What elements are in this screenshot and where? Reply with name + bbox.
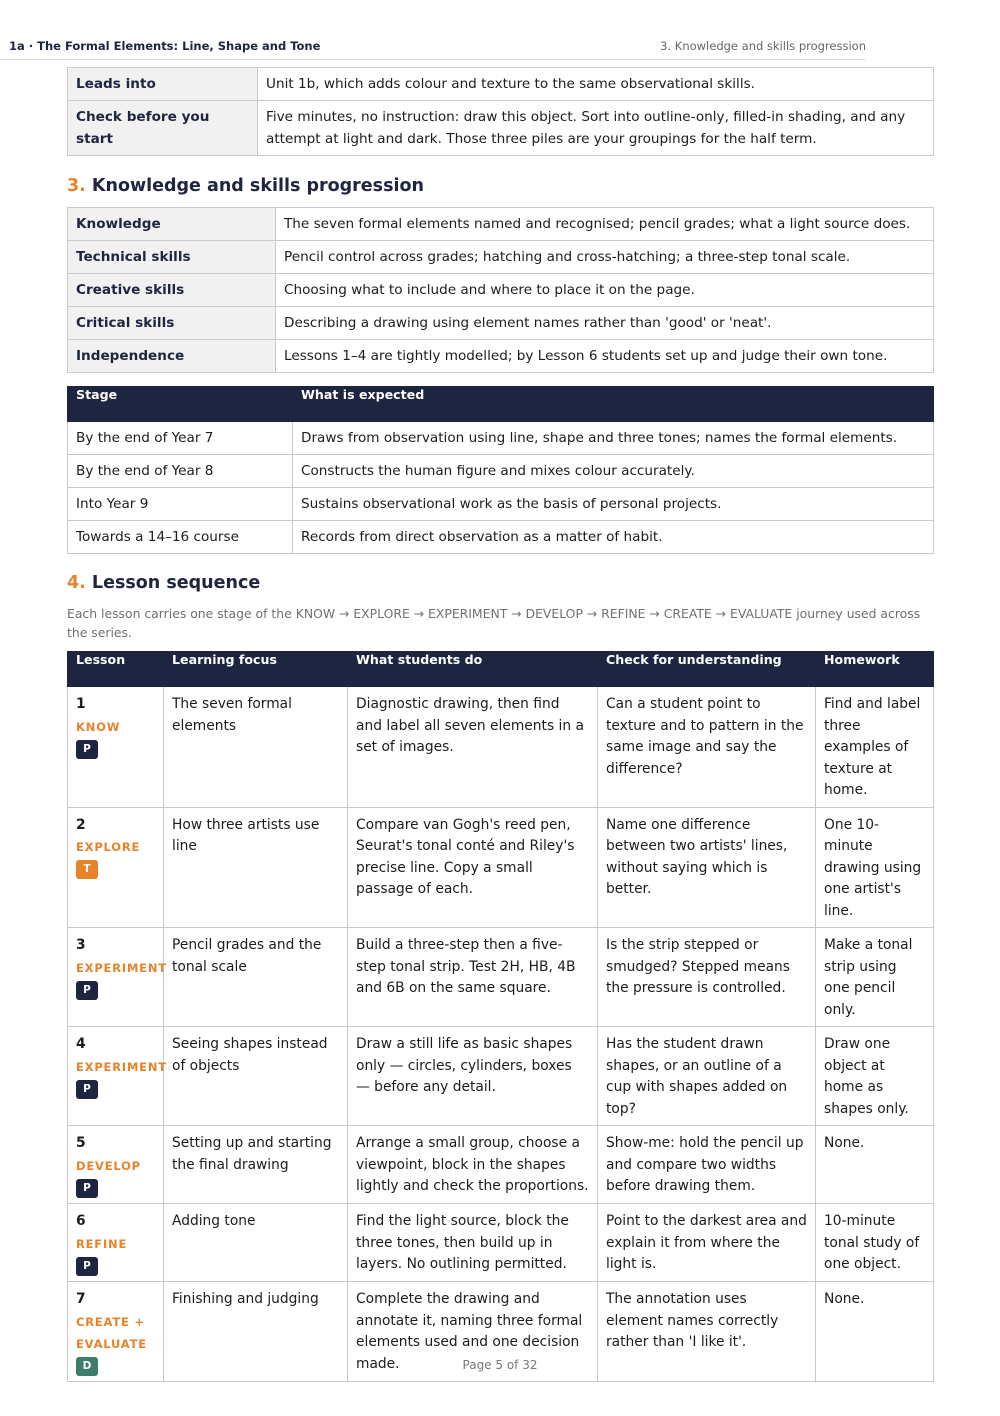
lesson-number: 5 xyxy=(76,1135,86,1151)
section-4-heading xyxy=(67,573,260,593)
lesson-homework: 10-minute tonal study of one object. xyxy=(816,1204,934,1282)
lesson-cell xyxy=(68,807,164,928)
lesson-cell xyxy=(68,1027,167,1126)
lesson-header-homework: Homework xyxy=(816,652,934,687)
lesson-activity: Complete the drawing and annotate it, naming three formal elements used and one decision made. xyxy=(348,1282,598,1382)
skill-value: Lessons 1–4 are tightly modelled; by Lesson 6 students set up and judge their own tone. xyxy=(276,340,934,373)
lesson-row xyxy=(68,687,934,808)
progression-expected: Records from direct observation as a matter of habit. xyxy=(293,521,934,554)
lesson-focus: Setting up and starting the final drawing xyxy=(164,1126,348,1204)
lesson-check: Is the strip stepped or smudged? Stepped means the pressure is controlled. xyxy=(598,928,816,1027)
lesson-homework: Draw one object at home as shapes only. xyxy=(816,1027,934,1126)
skill-row xyxy=(68,208,934,241)
lesson-number: 4 xyxy=(76,1036,86,1052)
lesson-table xyxy=(67,651,934,1382)
lesson-focus: The seven formal elements xyxy=(164,687,348,808)
progression-header-stage: Stage xyxy=(68,387,293,422)
lesson-activity: Diagnostic drawing, then find and label all seven elements in a set of images. xyxy=(348,687,598,808)
lesson-focus: Adding tone xyxy=(164,1204,348,1282)
skill-value: Choosing what to include and where to place it on the page. xyxy=(276,274,934,307)
lesson-stage: EXPERIMENT xyxy=(76,960,167,975)
skill-value: The seven formal elements named and recognised; pencil grades; what a light source does. xyxy=(276,208,934,241)
skill-label: Technical skills xyxy=(68,241,276,274)
lesson-check: The annotation uses element names correctly rather than 'I like it'. xyxy=(598,1282,816,1382)
lesson-focus: How three artists use line xyxy=(164,807,348,928)
page-footer: Page 5 of 32 xyxy=(462,1358,538,1372)
lesson-number: 3 xyxy=(76,937,86,953)
overview-value: Unit 1b, which adds colour and texture to the same observational skills. xyxy=(258,68,934,101)
lesson-row xyxy=(68,807,934,928)
running-header xyxy=(0,37,866,60)
lesson-header-focus: Learning focus xyxy=(164,652,348,687)
overview-table xyxy=(67,67,934,156)
lesson-type-badge: D xyxy=(76,1357,98,1376)
lesson-activity: Find the light source, block the three tones, then build up in layers. No outlining permitted. xyxy=(348,1204,598,1282)
progression-stage: Into Year 9 xyxy=(68,488,293,521)
lesson-homework: One 10-minute drawing using one artist's line. xyxy=(816,807,934,928)
lesson-type-badge: P xyxy=(76,1257,98,1276)
lesson-activity: Build a three-step then a five-step tonal strip. Test 2H, HB, 4B and 6B on the same square. xyxy=(348,928,598,1027)
lesson-check: Name one difference between two artists' lines, without saying which is better. xyxy=(598,807,816,928)
progression-header-expected: What is expected xyxy=(293,387,934,422)
skill-row xyxy=(68,340,934,373)
skills-table xyxy=(67,207,934,373)
lesson-check: Point to the darkest area and explain it from where the light is. xyxy=(598,1204,816,1282)
lesson-homework: None. xyxy=(816,1282,934,1382)
lesson-header-lesson: Lesson xyxy=(68,652,164,687)
lesson-row xyxy=(68,1126,934,1204)
lesson-check: Has the student drawn shapes, or an outline of a cup with shapes added on top? xyxy=(598,1027,816,1126)
section-3-title: Knowledge and skills progression xyxy=(91,176,424,196)
progression-stage: By the end of Year 7 xyxy=(68,422,293,455)
lesson-number: 7 xyxy=(76,1291,86,1307)
skill-label: Knowledge xyxy=(68,208,276,241)
progression-row xyxy=(68,488,934,521)
progression-row xyxy=(68,455,934,488)
lesson-row xyxy=(68,928,934,1027)
skill-label: Critical skills xyxy=(68,307,276,340)
lesson-focus: Finishing and judging xyxy=(164,1282,348,1382)
lesson-activity: Draw a still life as basic shapes only — circles, cylinders, boxes — before any detail. xyxy=(348,1027,598,1126)
progression-stage: Towards a 14–16 course xyxy=(68,521,293,554)
lesson-number: 6 xyxy=(76,1213,86,1229)
lesson-type-badge: P xyxy=(76,740,98,759)
progression-expected: Constructs the human figure and mixes colour accurately. xyxy=(293,455,934,488)
lesson-number: 1 xyxy=(76,696,86,712)
lesson-homework: Make a tonal strip using one pencil only. xyxy=(816,928,934,1027)
lesson-cell xyxy=(68,1204,164,1282)
lesson-activity: Arrange a small group, choose a viewpoint, block in the shapes lightly and check the proportions. xyxy=(348,1126,598,1204)
section-4-title: Lesson sequence xyxy=(91,573,261,593)
lesson-focus: Seeing shapes instead of objects xyxy=(164,1027,348,1126)
skill-row xyxy=(68,307,934,340)
lesson-stage: CREATE + EVALUATE xyxy=(76,1314,147,1351)
lesson-row xyxy=(68,1204,934,1282)
overview-row xyxy=(68,101,934,156)
skill-value: Describing a drawing using element names rather than 'good' or 'neat'. xyxy=(276,307,934,340)
skill-label: Independence xyxy=(68,340,276,373)
lesson-type-badge: P xyxy=(76,981,98,1000)
lesson-type-badge: T xyxy=(76,860,98,879)
overview-row xyxy=(68,68,934,101)
lesson-stage: REFINE xyxy=(76,1236,128,1251)
section-3-heading xyxy=(67,176,424,196)
lesson-type-badge: P xyxy=(76,1179,98,1198)
progression-row xyxy=(68,521,934,554)
lesson-type-badge: P xyxy=(76,1080,98,1099)
progression-table xyxy=(67,386,934,554)
section-indicator: 3. Knowledge and skills progression xyxy=(660,39,866,53)
progression-expected: Sustains observational work as the basis of personal projects. xyxy=(293,488,934,521)
lesson-focus: Pencil grades and the tonal scale xyxy=(164,928,348,1027)
skill-value: Pencil control across grades; hatching and cross-hatching; a three-step tonal scale. xyxy=(276,241,934,274)
overview-value: Five minutes, no instruction: draw this object. Sort into outline-only, filled-in shading, and any attempt at light and dark. Those three piles are your groupings for the half term. xyxy=(258,101,934,156)
lesson-activity: Compare van Gogh's reed pen, Seurat's tonal conté and Riley's precise line. Copy a small passage of each. xyxy=(348,807,598,928)
lesson-stage: EXPERIMENT xyxy=(76,1059,167,1074)
lesson-header-do: What students do xyxy=(348,652,598,687)
lesson-stage: EXPLORE xyxy=(76,840,141,854)
lesson-row xyxy=(68,1027,934,1126)
overview-label: Leads into xyxy=(68,68,258,101)
section-3-number: 3. xyxy=(67,176,86,196)
overview-label: Check before you start xyxy=(68,101,258,156)
lesson-homework: None. xyxy=(816,1126,934,1204)
skill-row xyxy=(68,274,934,307)
lesson-cell xyxy=(68,687,164,808)
progression-stage: By the end of Year 8 xyxy=(68,455,293,488)
lesson-cell xyxy=(68,1126,164,1204)
lesson-number: 2 xyxy=(76,816,86,833)
skill-row xyxy=(68,241,934,274)
section-4-number: 4. xyxy=(67,573,86,593)
progression-row xyxy=(68,422,934,455)
lesson-homework: Find and label three examples of texture at home. xyxy=(816,687,934,808)
lesson-stage: DEVELOP xyxy=(76,1158,141,1173)
lesson-header-check: Check for understanding xyxy=(598,652,816,687)
progression-expected: Draws from observation using line, shape and three tones; names the formal elements. xyxy=(293,422,934,455)
lesson-check: Show-me: hold the pencil up and compare two widths before drawing them. xyxy=(598,1126,816,1204)
lesson-stage: KNOW xyxy=(76,719,121,734)
lesson-cell xyxy=(68,928,167,1027)
lesson-check: Can a student point to texture and to pattern in the same image and say the difference? xyxy=(598,687,816,808)
section-4-intro: Each lesson carries one stage of the KNOW → EXPLORE → EXPERIMENT → DEVELOP → REFINE → CREATE → EVALUATE journey used across the series. xyxy=(67,606,921,640)
unit-title: 1a · The Formal Elements: Line, Shape and Tone xyxy=(9,39,321,53)
skill-label: Creative skills xyxy=(68,274,276,307)
